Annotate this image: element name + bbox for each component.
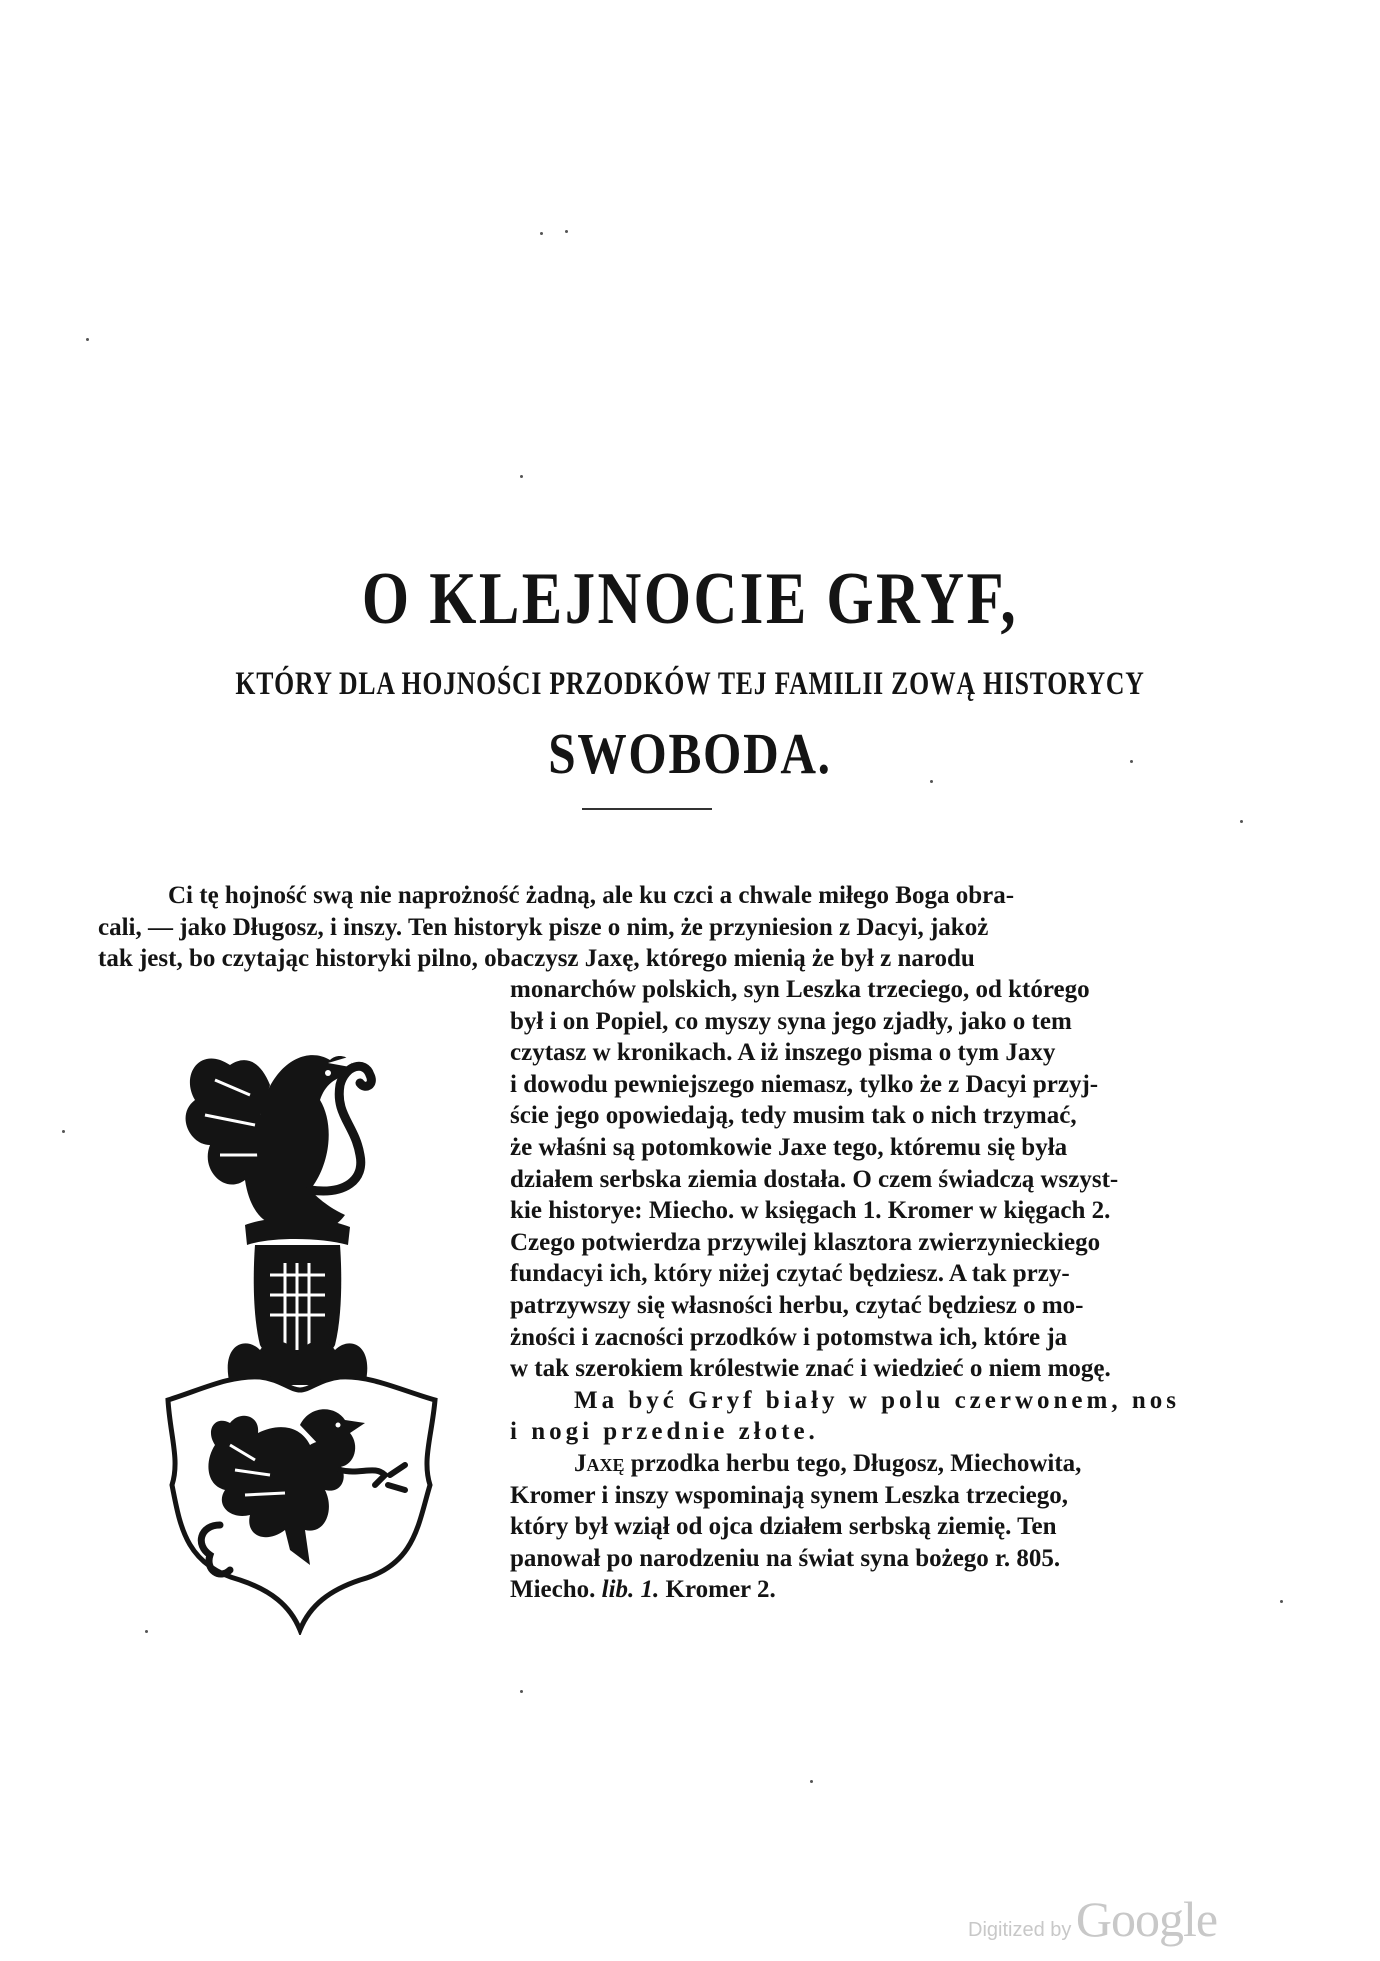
google-logo: Google	[1075, 1891, 1218, 1947]
page-subtitle: KTÓRY DLA HOJNOŚCI PRZODKÓW TEJ FAMILII ZOWĄ HISTORYCY	[235, 666, 1145, 702]
founder-name: Jaxę	[574, 1449, 625, 1477]
blazon-line: Ma być Gryf biały w polu czerwonem, nos	[574, 1386, 1180, 1414]
text-line: Czego potwierdza przywilej klasztora zwierzynieckiego	[510, 1228, 1101, 1256]
text-line	[510, 1574, 1200, 1606]
text-line: Ci tę hojność swą nie naprożność żadną, ale ku czci a chwale miłego Boga obra-	[168, 882, 1015, 909]
text-line: tak jest, bo czytając historyki pilno, obaczysz Jaxę, którego mienią że był z narodu	[98, 945, 975, 973]
text-line: który był wziął od ojca działem serbską ziemię. Ten	[510, 1513, 1057, 1541]
text-line: żności i zacności przodków i potomstwa ich, które ja	[510, 1323, 1068, 1351]
citation-italic: lib. 1.	[601, 1576, 660, 1604]
scan-speck	[1240, 820, 1243, 823]
scan-speck	[1130, 760, 1133, 763]
scan-speck	[145, 1630, 148, 1633]
text-column	[510, 974, 1200, 1606]
text-line: kie historye: Miecho. w księgach 1. Kromer w kięgach 2.	[510, 1197, 1111, 1225]
text-line: i dowodu pewniejszego niemasz, tylko że z Dacyi przyj-	[510, 1070, 1099, 1098]
intro-paragraph	[98, 880, 1198, 975]
scan-speck	[565, 230, 568, 233]
scan-speck	[62, 1130, 65, 1133]
text-line: Kromer i inszy wspominają synem Leszka trzeciego,	[510, 1481, 1069, 1509]
scan-speck	[810, 1780, 813, 1783]
text-line: czytasz w kronikach. A iż inszego pisma o tym Jaxy	[510, 1039, 1056, 1067]
scan-speck	[1280, 1600, 1283, 1603]
scan-speck	[540, 232, 543, 235]
text-line: ście jego opowiedają, tedy musim tak o nich trzymać,	[510, 1102, 1077, 1130]
scan-speck	[86, 338, 89, 341]
text-fragment: Miecho.	[510, 1576, 602, 1604]
text-line: że właśni są potomkowie Jaxe tego, któremu się była	[510, 1133, 1068, 1161]
digitized-by-label: Digitized by	[968, 1919, 1072, 1941]
text-fragment: Kromer 2.	[659, 1576, 776, 1604]
text-line: panował po narodzeniu na świat syna bożego r. 805.	[510, 1544, 1061, 1572]
digitized-by-google-watermark	[968, 1890, 1248, 1947]
text-line: monarchów polskich, syn Leszka trzeciego, od którego	[510, 976, 1090, 1003]
text-line	[510, 1448, 1200, 1480]
page-subtitle-name: SWOBODA.	[548, 721, 832, 786]
scan-speck	[520, 475, 523, 478]
text-fragment: przodka herbu tego, Długosz, Miechowita,	[624, 1449, 1082, 1477]
text-line: był i on Popiel, co myszy syna jego zjadły, jako o tem	[510, 1007, 1072, 1035]
griffin-coat-of-arms-icon	[160, 1005, 445, 1635]
text-line: działem serbska ziemia dostała. O czem świadczą wszyst-	[510, 1165, 1119, 1193]
text-line: cali, — jako Długosz, i inszy. Ten historyk pisze o nim, że przyniesion z Dacyi, jakoż	[98, 913, 989, 941]
page-title: O KLEJNOCIE GRYF,	[361, 558, 1019, 640]
title-divider	[582, 808, 712, 810]
text-line: patrzywszy się własności herbu, czytać będziesz o mo-	[510, 1291, 1084, 1319]
text-line: w tak szerokiem królestwie znać i wiedzieć o niem mogę.	[510, 1355, 1111, 1383]
scan-speck	[930, 780, 933, 783]
scan-speck	[520, 1690, 523, 1693]
blazon-line: i nogi przednie złote.	[510, 1418, 819, 1446]
text-line: fundacyi ich, który niżej czytać będziesz. A tak przy-	[510, 1260, 1070, 1288]
